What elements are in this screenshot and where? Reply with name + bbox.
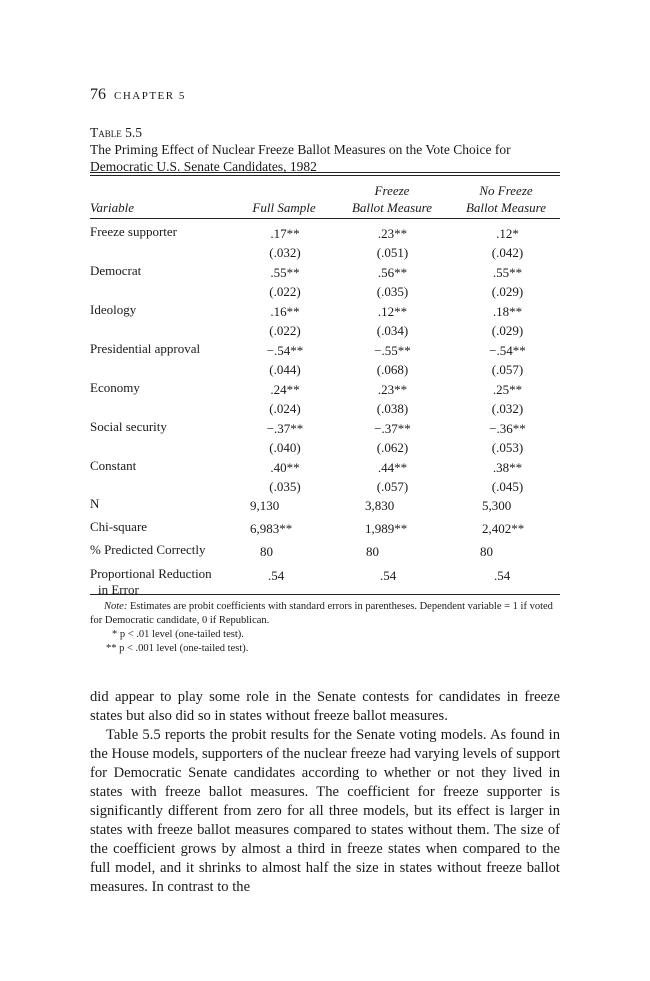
col-header-freeze-line1: Freeze [374,183,410,198]
cell-freeze: 1,989** [365,521,408,536]
row-label: Democrat [90,263,142,278]
body-text [90,688,560,897]
page-number: 76 [90,86,106,103]
cell-full: .16** (.022) [269,304,301,338]
col-header-nofreeze-line1: No Freeze [479,183,533,198]
row-label: Social security [90,419,167,434]
cell-full: 6,983** [250,521,293,536]
running-header [90,86,186,104]
cell-full: −.54** (.044) [266,343,304,377]
cell-nofreeze: 80 [480,544,493,559]
col-header-variable: Variable [90,200,135,215]
cell-nofreeze: 2,402** [482,521,525,536]
cell-freeze: −.37** (.062) [374,421,411,455]
table-notes [90,600,560,656]
cell-nofreeze: .25** (.032) [491,382,524,416]
cell-full: .40** (.035) [269,460,301,494]
cell-freeze: .56** (.035) [376,265,409,299]
cell-freeze: −.55** (.068) [374,343,411,377]
row-label: N [90,496,100,511]
col-header-nofreeze-line2: Ballot Measure [465,200,547,215]
cell-freeze: 3,830 [365,498,395,513]
cell-nofreeze: .54 [494,568,511,583]
row-label: Presidential approval [90,341,201,356]
cell-full: .24** (.024) [269,382,301,416]
cell-nofreeze: −.54** (.057) [489,343,526,377]
cell-nofreeze: .38** (.045) [491,460,524,494]
row-label: Chi-square [90,519,148,534]
row-label: Proportional Reduction in Error [90,566,212,597]
cell-nofreeze: −.36** (.053) [489,421,526,455]
table-header-rule [90,218,560,219]
row-label: Economy [90,380,140,395]
cell-full: .54 [268,568,285,583]
cell-nofreeze: .18** (.029) [491,304,524,338]
table-title: The Priming Effect of Nuclear Freeze Ballot Measures on the Vote Choice for Democratic U.S. Senate Candidates, 1982 [90,142,511,174]
cell-freeze: 80 [366,544,379,559]
row-label: Ideology [90,302,137,317]
row-label: % Predicted Correctly [90,542,206,557]
cell-full: 80 [260,544,273,559]
cell-freeze: .44** (.057) [376,460,409,494]
table-label: Table 5.5 [90,125,142,140]
table-top-rule-1 [90,172,560,173]
row-label: Freeze supporter [90,224,177,239]
footnote-single-star: * p < .01 level (one-tailed test). [112,629,244,640]
cell-freeze: .12** (.034) [376,304,409,338]
chapter-label: CHAPTER 5 [114,90,186,102]
cell-full: .55** (.022) [269,265,301,299]
footnote-double-star: ** p < .001 level (one-tailed test). [106,643,249,654]
cell-full: 9,130 [250,498,280,513]
cell-full: −.37** (.040) [266,421,304,455]
row-label: Constant [90,458,137,473]
cell-freeze: .23** (.038) [376,382,409,416]
table-header [90,180,560,218]
cell-full: .17** (.032) [269,226,301,260]
col-header-freeze-line2: Ballot Measure [351,200,433,215]
table-bottom-rule [90,594,560,595]
table-caption [90,124,560,175]
cell-nofreeze: .12* (.042) [491,226,524,260]
paragraph: Table 5.5 reports the probit results for the Senate voting models. As found in the House models, supporters of the nuclear freeze had varying levels of support for Democratic Senate candidates according to whether or not they lived in states with freeze ballot measures. The coefficient for freeze supporter is significantly different from zero for all three models, but its effect is larger in states with freeze ballot measures compared to states without them. The size of the coefficient grows by almost a third in freeze states when compared to the full model, and it shrinks to almost half the size in states without freeze ballot measures. In contrast to the [90,727,560,895]
cell-nofreeze: 5,300 [482,498,512,513]
cell-nofreeze: .55** (.029) [491,265,524,299]
table-top-rule-2 [90,175,560,176]
cell-freeze: .54 [380,568,397,583]
table-note: Note: Estimates are probit coefficients with standard errors in parentheses. Dependent variable = 1 if voted for Democratic candidate, 0 if Republican. [90,601,553,626]
cell-freeze: .23** (.051) [376,226,409,260]
paragraph: did appear to play some role in the Senate contests for candidates in freeze states but also did so in states without freeze ballot measures. [90,689,560,724]
col-header-full-sample: Full Sample [252,200,316,215]
